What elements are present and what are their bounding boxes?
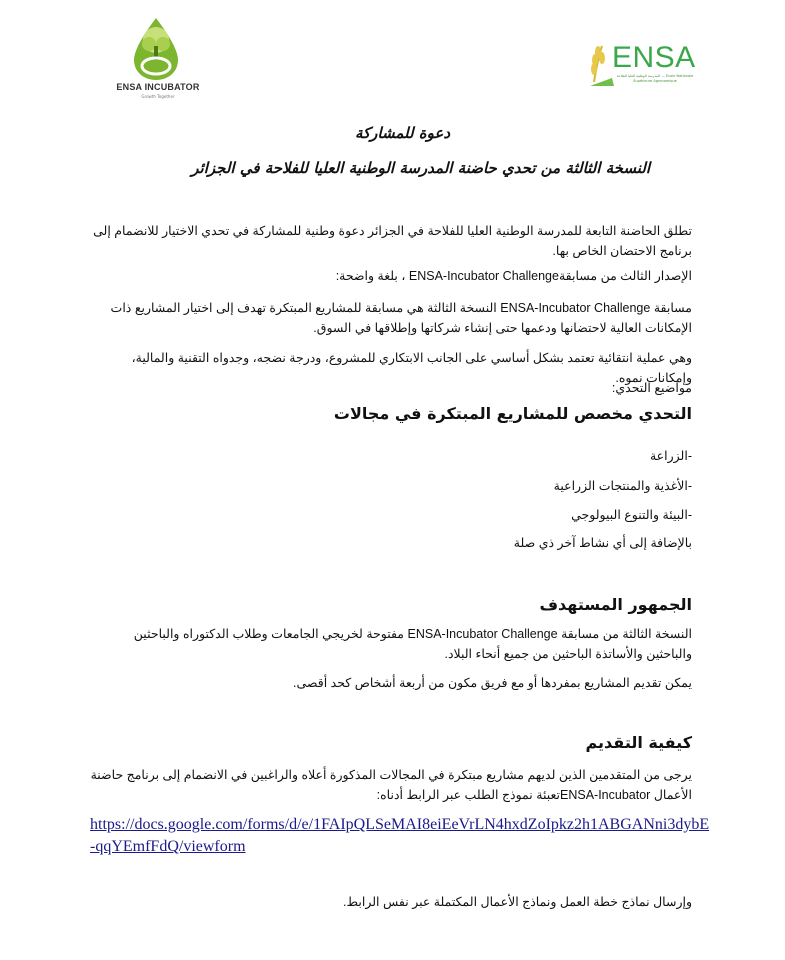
challenge-name: ENSA-Incubator Challenge: [500, 301, 651, 315]
apply-paragraph: [87, 765, 692, 805]
topics-label: مواضيع التحدي:: [611, 381, 692, 395]
topic-item: -الزراعة: [649, 449, 692, 463]
incubator-tagline: Growth Together: [141, 94, 175, 99]
ensa-subtitle: المدرسة الوطنية العليا للفلاحة — Ecole Nationale Supérieure Agronomique: [616, 74, 694, 83]
intro-p2-suffix: ، بلغة واضحة:: [335, 269, 406, 283]
tree-drop-icon: [130, 16, 182, 82]
intro-p3-prefix: مسابقة: [653, 301, 692, 315]
audience-heading: الجمهور المستهدف: [539, 595, 692, 614]
document-title: دعوة للمشاركة: [354, 124, 451, 142]
topics-extra: بالإضافة إلى أي نشاط آخر ذي صلة: [513, 536, 692, 550]
audience-p1-suffix: مفتوحة لخريجي الجامعات وطلاب الدكتوراه والباحثين والباحثين والأساتذة الباحثين من جميع أنحاء البلاد.: [133, 627, 692, 661]
challenge-name: ENSA-Incubator Challenge: [408, 269, 559, 283]
intro-paragraph-2: [87, 266, 692, 286]
document-subtitle: النسخة الثالثة من تحدي حاضنة المدرسة الوطنية العليا للفلاحة في الجزائر: [191, 159, 650, 177]
apply-heading: كيفية التقديم: [585, 733, 692, 752]
apply-p1-suffix: تعبئة نموذج الطلب عبر الرابط أدناه:: [376, 788, 560, 802]
ensa-brand-name: ENSA: [612, 41, 696, 74]
topics-heading: التحدي مخصص للمشاريع المبتكرة في مجالات: [333, 404, 692, 423]
incubator-name: ENSA-Incubator: [560, 788, 651, 802]
audience-p1-prefix: النسخة الثالثة من مسابقة: [561, 627, 692, 641]
audience-paragraph-1: [87, 624, 692, 664]
challenge-name: ENSA-Incubator Challenge: [407, 627, 558, 641]
intro-paragraph-4: وهي عملية انتقائية تعتمد بشكل أساسي على الجانب الابتكاري للمشروع، ودرجة نضجه، وجدواه التقنية والمالية، وإمكانات نموه.: [131, 351, 692, 385]
audience-paragraph-2: يمكن تقديم المشاريع بمفردها أو مع فريق مكون من أربعة أشخاص كحد أقصى.: [293, 676, 692, 690]
topic-item: -البيئة والتنوع البيولوجي: [571, 508, 692, 522]
intro-p2-prefix: الإصدار الثالث من مسابقة: [558, 269, 692, 283]
intro-paragraph-1: تطلق الحاضنة التابعة للمدرسة الوطنية العليا للفلاحة في الجزائر دعوة وطنية للمشاركة في تحدي الاختيار للانضمام إلى برنامج الاحتضان الخاص بها.: [93, 224, 692, 258]
intro-paragraph-3: [87, 298, 692, 338]
ensa-incubator-logo: [108, 14, 208, 106]
closing-paragraph: وإرسال نماذج خطة العمل ونماذج الأعمال المكتملة عبر نفس الرابط.: [343, 895, 692, 909]
apply-p1: يرجى من المتقدمين الذين لديهم مشاريع مبتكرة في المجالات المذكورة أعلاه والراغبين في الانضمام إلى برنامج حاضنة الأعمال: [90, 768, 692, 802]
ensa-logo: [586, 42, 694, 90]
application-form-link[interactable]: https://docs.google.com/forms/d/e/1FAIpQLSeMAI8eiEeVrLN4hxdZoIpkz2h1ABGANni3dybE-qqYEmfFdQ/viewform: [90, 816, 710, 855]
intro-p3-suffix: النسخة الثالثة هي مسابقة للمشاريع المبتكرة تهدف إلى اختيار المشاريع ذات الإمكانات العالية لاحتضانها ودعمها حتى إنشاء شركاتها وإطلاقها في السوق.: [110, 301, 692, 335]
topic-item: -الأغذية والمنتجات الزراعية: [553, 479, 692, 493]
incubator-brand-name: ENSA INCUBATOR: [116, 82, 200, 92]
